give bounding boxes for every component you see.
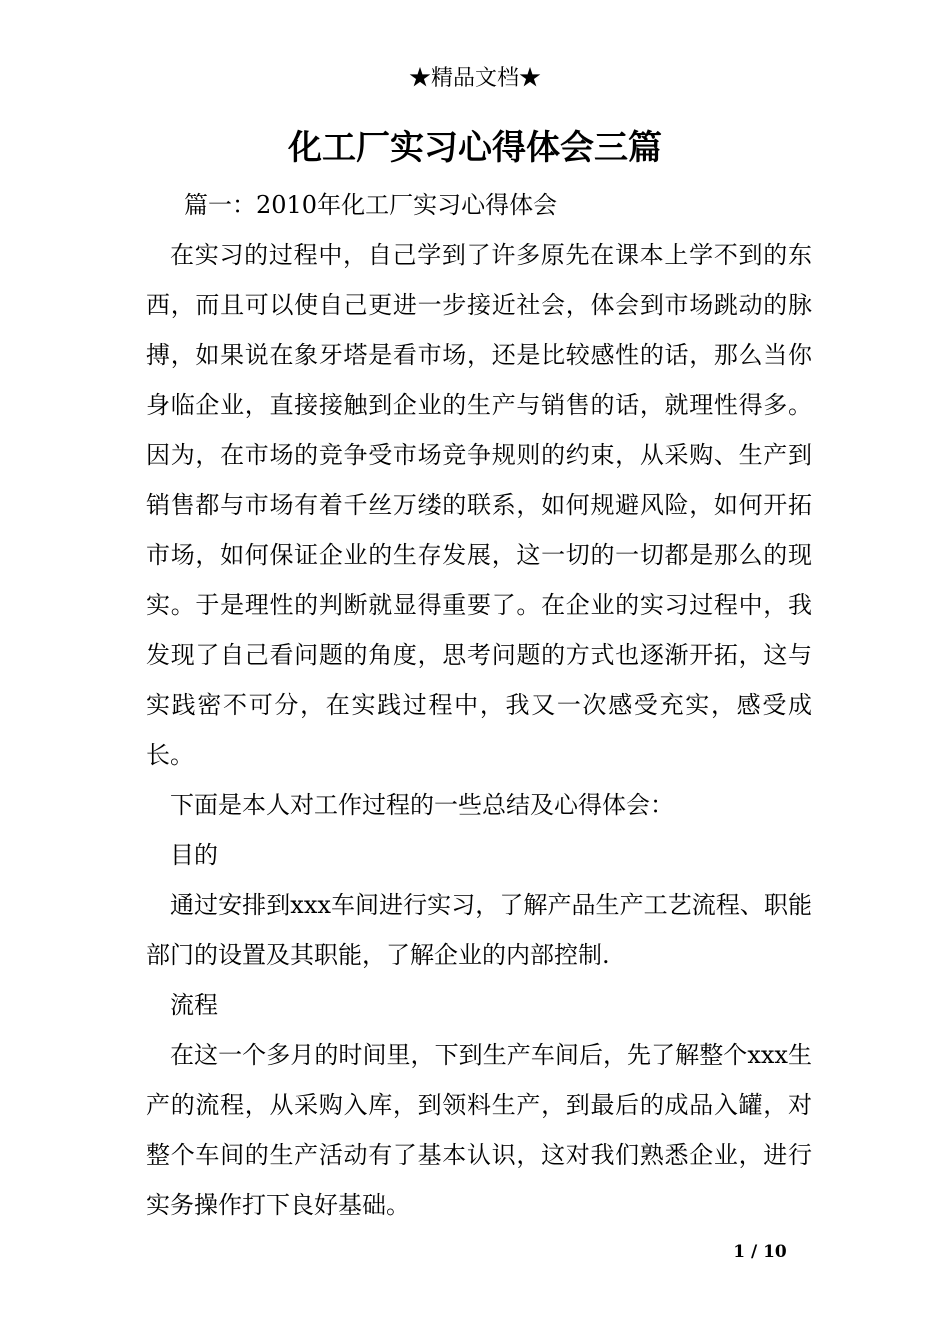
page-number: 1 / 10 (733, 1242, 787, 1262)
paragraph-purpose: 通过安排到xxx车间进行实习，了解产品生产工艺流程、职能部门的设置及其职能，了解企业的内部控制. (146, 891, 812, 969)
section-subtitle: 篇一：2010年化工厂实习心得体会 (184, 191, 558, 219)
paragraph-summary-lead: 下面是本人对工作过程的一些总结及心得体会： (170, 791, 674, 819)
paragraph-process: 在这一个多月的时间里，下到生产车间后，先了解整个xxx生产的流程，从采购入库，到领料生产，到最后的成品入罐，对整个车间的生产活动有了基本认识，这对我们熟悉企业，进行实务操作打下良好基础。 (146, 1041, 812, 1219)
heading-purpose: 目的 (170, 841, 218, 869)
document-title: 化工厂实习心得体会三篇 (288, 128, 662, 168)
paragraph-intro: 在实习的过程中，自己学到了许多原先在课本上学不到的东西，而且可以使自己更进一步接近社会，体会到市场跳动的脉搏，如果说在象牙塔是看市场，还是比较感性的话，那么当你身临企业，直接接触到企业的生产与销售的话，就理性得多。因为，在市场的竞争受市场竞争规则的约束，从采购、生产到销售都与市场有着千丝万缕的联系，如何规避风险，如何开拓市场，如何保证企业的生存发展，这一切的一切都是那么的现实。于是理性的判断就显得重要了。在企业的实习过程中，我发现了自己看问题的角度，思考问题的方式也逐渐开拓，这与实践密不可分，在实践过程中，我又一次感受充实，感受成长。 (146, 241, 812, 769)
page-header: ★精品文档★ (408, 66, 541, 91)
heading-process: 流程 (170, 991, 218, 1019)
document-body (146, 180, 812, 1230)
